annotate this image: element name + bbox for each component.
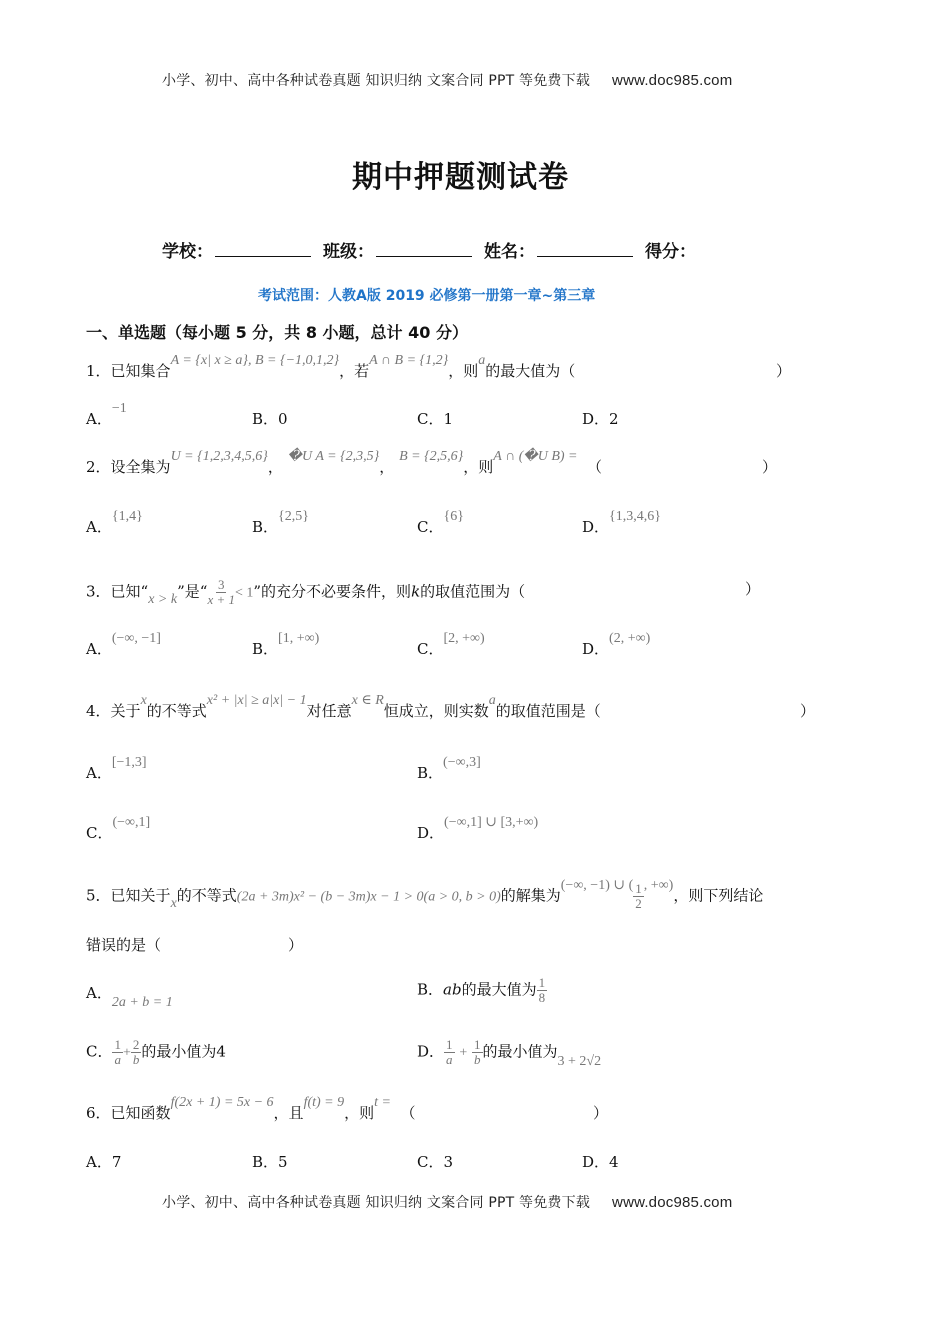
option-c[interactable] [86, 815, 151, 843]
option-value: 4 [609, 1153, 619, 1171]
option-label: B． [417, 980, 444, 999]
option-d[interactable] [582, 509, 661, 537]
option-label: A． [86, 518, 112, 536]
q-text: 的不等式 [146, 702, 207, 720]
question-5 [86, 877, 764, 911]
q-text: 对任意 [306, 702, 352, 720]
question-2 [86, 449, 603, 477]
option-b[interactable] [417, 755, 481, 783]
math-expr: (−∞, −1) ∪ ( [560, 877, 634, 893]
option-label: D． [417, 1042, 445, 1061]
option-label: D． [582, 640, 610, 658]
math-expr: ab [443, 980, 462, 999]
option-label: D． [582, 518, 610, 536]
math-var: k [411, 582, 421, 601]
question-number: 4． [86, 702, 111, 720]
answer-paren-close: ） [745, 580, 761, 598]
option-value: 7 [111, 1153, 122, 1171]
option-value: {6} [443, 509, 464, 524]
answer-paren-close: ） [800, 702, 816, 720]
option-value: 3 + 2√2 [557, 1053, 602, 1069]
footer-url[interactable]: www.doc985.com [612, 1194, 733, 1211]
option-label: C． [417, 1153, 444, 1171]
option-d[interactable] [417, 1038, 601, 1067]
frac-num: 2 [132, 1037, 140, 1052]
section-heading: 一、单选题（每小题 5 分，共 8 小题，总计 40 分） [86, 323, 468, 342]
option-label: B． [417, 764, 444, 782]
option-d[interactable] [582, 408, 619, 429]
math-expr: a [478, 353, 486, 368]
option-value: (−∞,3] [443, 755, 481, 770]
math-expr: f(2x + 1) = 5x − 6 [170, 1095, 274, 1110]
option-label: C． [417, 640, 444, 658]
option-a[interactable] [86, 1151, 121, 1172]
question-number: 1． [86, 362, 111, 380]
option-d[interactable] [417, 815, 539, 843]
option-label: A． [86, 410, 112, 428]
fraction [112, 1038, 123, 1067]
q-text: ，若 [339, 362, 370, 380]
option-label: C． [86, 824, 113, 842]
option-value: [2, +∞) [443, 631, 485, 646]
student-info-row [162, 237, 696, 262]
math-expr: B = {2,5,6} [399, 449, 464, 464]
option-value: [−1,3] [111, 755, 147, 770]
option-b[interactable] [417, 976, 547, 1005]
option-value: −1 [111, 401, 127, 416]
option-label: B． [252, 640, 279, 658]
frac-num: 1 [538, 975, 546, 990]
q-text: 已知“ [110, 582, 149, 601]
name-label: 姓名： [484, 242, 535, 262]
answer-paren-close: ） [288, 936, 304, 954]
q-text: 的取值范围为（ [420, 582, 526, 601]
frac-den: a [114, 1052, 121, 1067]
option-label: D． [582, 1153, 610, 1171]
score-label: 得分： [645, 242, 696, 262]
option-label: B． [252, 1153, 279, 1171]
q-text: （ [400, 1104, 416, 1122]
option-c[interactable] [417, 408, 453, 429]
fraction [444, 1038, 455, 1067]
plus-sign: + [459, 1045, 468, 1061]
option-label: B． [252, 410, 279, 428]
frac-den: a [446, 1052, 453, 1067]
answer-paren-close: ） [776, 362, 792, 380]
footer-text: 小学、初中、高中各种试卷真题 知识归纳 文案合同 PPT 等免费下载 [162, 1195, 591, 1211]
option-value: 1 [443, 410, 454, 428]
name-blank[interactable] [537, 242, 633, 257]
option-label: C． [417, 518, 444, 536]
option-value: 的最大值为 [461, 980, 537, 999]
question-6 [86, 1095, 416, 1123]
q-text: 已知集合 [110, 362, 171, 380]
option-c[interactable] [86, 1038, 226, 1067]
frac-den: b [132, 1052, 140, 1067]
option-label: B． [252, 518, 279, 536]
question-4 [86, 693, 601, 721]
option-value: 3 [443, 1153, 454, 1171]
math-expr: f(t) = 9 [303, 1095, 345, 1110]
math-expr: A ∩ B = {1,2} [369, 353, 449, 368]
frac-den: b [474, 1052, 481, 1067]
math-expr: (2a + 3m)x² − (b − 3m)x − 1 > 0(a > 0, b > 0) [236, 889, 501, 905]
q-text: ，则 [344, 1104, 375, 1122]
q-text: 的解集为 [500, 886, 561, 905]
q-text: ， [267, 458, 283, 476]
option-c[interactable] [417, 1151, 453, 1172]
frac-num: 1 [446, 1037, 453, 1052]
frac-num: 3 [217, 577, 225, 592]
page-title: 期中押题测试卷 [352, 160, 569, 195]
option-c[interactable] [417, 509, 464, 537]
option-value: (−∞, −1] [111, 631, 161, 646]
frac-num: 1 [474, 1037, 481, 1052]
math-var: x [170, 895, 177, 911]
q-text: 已知函数 [110, 1104, 171, 1122]
q-text: ，且 [273, 1104, 304, 1122]
option-label: C． [417, 410, 444, 428]
option-b[interactable] [252, 1151, 288, 1172]
math-expr: , +∞) [643, 877, 674, 893]
math-var: x [140, 693, 147, 708]
banner-text: 小学、初中、高中各种试卷真题 知识归纳 文案合同 PPT 等免费下载 [162, 73, 591, 89]
option-value: (−∞,1] ∪ [3,+∞) [444, 815, 539, 830]
option-a[interactable] [86, 401, 127, 429]
option-value: 5 [278, 1153, 288, 1171]
option-b[interactable] [252, 408, 288, 429]
math-expr: t = [374, 1095, 391, 1110]
math-expr: x ∈ R [351, 693, 384, 708]
math-expr: x > k [148, 591, 178, 607]
option-c[interactable] [417, 631, 485, 659]
q-text: 的不等式 [176, 886, 237, 905]
footer-banner [162, 1192, 732, 1212]
question-number: 6． [86, 1104, 111, 1122]
option-d[interactable] [582, 631, 651, 659]
option-value: 2a + b = 1 [111, 995, 173, 1010]
question-1 [86, 353, 576, 381]
option-d[interactable] [582, 1151, 619, 1172]
option-value: (2, +∞) [609, 631, 651, 646]
q-text: ”是“ [177, 582, 208, 601]
math-var: a [488, 693, 496, 708]
option-label: D． [417, 824, 445, 842]
question-5-line2 [86, 934, 161, 955]
q-text: 恒成立，则实数 [383, 702, 489, 720]
option-a[interactable] [86, 509, 143, 537]
option-label: A． [86, 1153, 112, 1171]
option-b[interactable] [252, 509, 309, 537]
q-text: ， [379, 458, 395, 476]
option-label: A． [86, 764, 112, 782]
fraction [633, 882, 644, 911]
q-text: ，则 [448, 362, 479, 380]
exam-scope: 考试范围：人教A版 2019 必修第一册第一章~第三章 [258, 288, 596, 304]
option-value: (−∞,1] [112, 815, 151, 830]
frac-den: 2 [635, 896, 642, 911]
question-number: 3． [86, 582, 111, 601]
option-value: {1,3,4,6} [609, 509, 661, 524]
fraction [131, 1038, 142, 1067]
fraction [537, 976, 548, 1005]
school-label: 学校： [162, 242, 213, 262]
q-text: ”的充分不必要条件，则 [253, 582, 412, 601]
q-text: 关于 [110, 702, 141, 720]
q-text: 错误的是（ [86, 936, 162, 954]
school-blank[interactable] [215, 242, 311, 257]
class-label: 班级： [323, 242, 374, 262]
math-expr: x² + |x| ≥ a|x| − 1 [206, 693, 307, 708]
option-value: 0 [278, 410, 288, 428]
option-a[interactable] [86, 631, 161, 659]
option-value: 2 [609, 410, 619, 428]
q-text: ，则 [463, 458, 494, 476]
class-blank[interactable] [376, 242, 472, 257]
option-value: {2,5} [278, 509, 309, 524]
option-value: 的最小值为 [482, 1042, 558, 1061]
question-number: 2． [86, 458, 111, 476]
option-value: {1,4} [111, 509, 143, 524]
frac-den: 8 [538, 990, 546, 1005]
q-text: （ [587, 458, 603, 476]
answer-paren-close: ） [593, 1104, 609, 1122]
option-value: 4 [216, 1042, 226, 1061]
fraction [207, 578, 235, 607]
option-label: A． [86, 640, 112, 658]
q-text: 设全集为 [110, 458, 171, 476]
math-expr: A ∩ (�U B) = [493, 449, 578, 464]
math-expr: U = {1,2,3,4,5,6} [170, 449, 268, 464]
question-3 [86, 578, 525, 607]
option-label: C． [86, 1042, 113, 1061]
banner-url[interactable]: www.doc985.com [612, 72, 733, 89]
question-number: 5． [86, 886, 111, 905]
option-value: [1, +∞) [278, 631, 320, 646]
plus-sign: + [122, 1045, 131, 1061]
option-b[interactable] [252, 631, 320, 659]
option-a[interactable] [86, 982, 173, 1010]
frac-den: x + 1 [207, 592, 235, 607]
math-expr: A = {x| x ≥ a}, B = {−1,0,1,2} [170, 353, 340, 368]
q-text: 的取值范围是（ [495, 702, 601, 720]
fraction [472, 1038, 483, 1067]
math-expr: < 1 [234, 585, 254, 601]
q-text: 的最大值为（ [485, 362, 576, 380]
q-text: ，则下列结论 [673, 886, 764, 905]
header-banner [162, 70, 732, 90]
math-expr: �U A = {2,3,5} [287, 449, 380, 464]
option-a[interactable] [86, 755, 147, 783]
frac-num: 1 [114, 1037, 121, 1052]
answer-paren-close: ） [762, 458, 778, 476]
option-label: D． [582, 410, 610, 428]
option-value: 的最小值为 [141, 1042, 217, 1061]
q-text: 已知关于 [110, 886, 171, 905]
frac-num: 1 [635, 881, 642, 896]
option-label: A． [86, 984, 112, 1002]
